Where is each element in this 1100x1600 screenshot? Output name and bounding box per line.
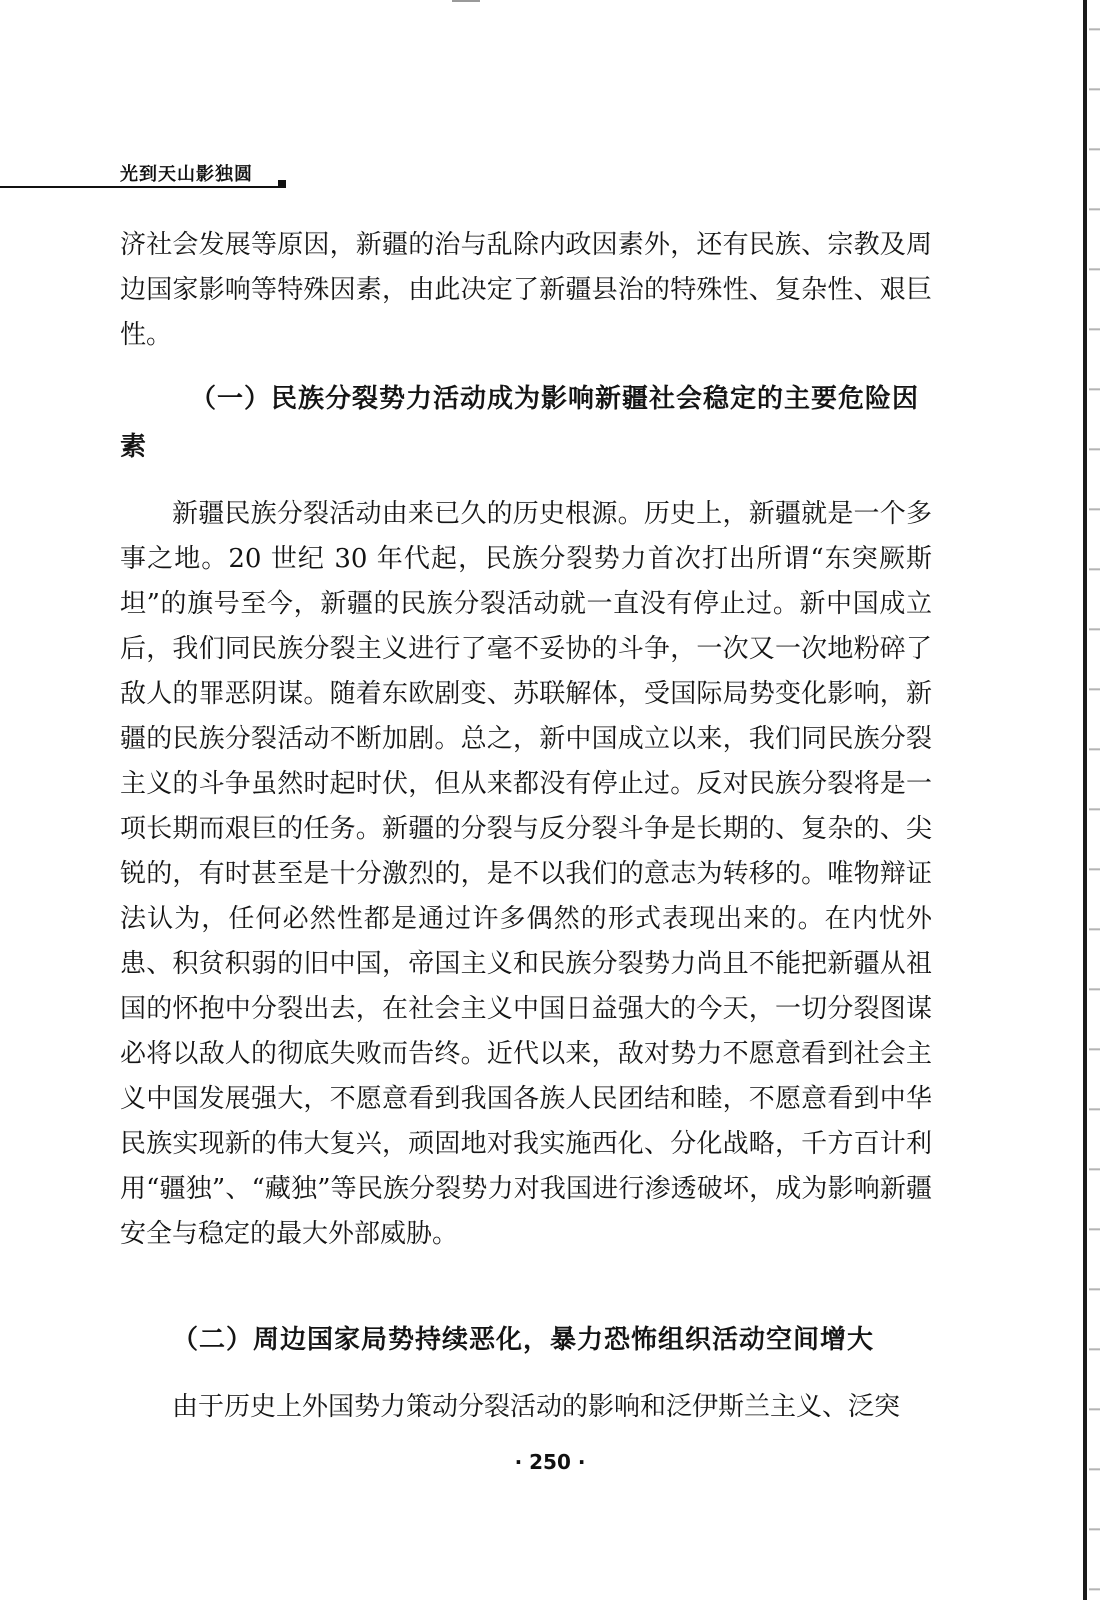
paragraph-last: 由于历史上外国势力策动分裂活动的影响和泛伊斯兰主义、泛突: [172, 1392, 901, 1422]
scan-mark: [452, 0, 480, 2]
section-heading-2: （二）周边国家局势持续恶化，暴力恐怖组织活动空间增大: [172, 1325, 875, 1355]
header-rule-square: [278, 180, 286, 188]
page-edge-shadow: [1083, 0, 1087, 1600]
header-rule: [0, 186, 282, 188]
page-edge-scan-noise: [1089, 0, 1100, 1600]
running-head-title: 光到天山影独圆: [120, 164, 253, 185]
paragraph-continuation: 济社会发展等原因，新疆的治与乱除内政因素外，还有民族、宗教及周边国家影响等特殊因素，由此决定了新疆县治的特殊性、复杂性、艰巨性。: [120, 230, 932, 350]
section-heading-1: （一）民族分裂势力活动成为影响新疆社会稳定的主要危险因素: [120, 384, 920, 462]
page-number: · 250 ·: [514, 1450, 586, 1474]
paragraph-main: 新疆民族分裂活动由来已久的历史根源。历史上，新疆就是一个多事之地。20 世纪 30 年代起，民族分裂势力首次打出所谓“东突厥斯坦”的旗号至今，新疆的民族分裂活动就一直没有停止过。新中国成立后，我们同民族分裂主义进行了毫不妥协的斗争，一次又一次地粉碎了敌人的罪恶阴谋。随着东欧剧变、苏联解体，受国际局势变化影响，新疆的民族分裂活动不断加剧。总之，新中国成立以来，我们同民族分裂主义的斗争虽然时起时伏，但从来都没有停止过。反对民族分裂将是一项长期而艰巨的任务。新疆的分裂与反分裂斗争是长期的、复杂的、尖锐的，有时甚至是十分激烈的，是不以我们的意志为转移的。唯物辩证法认为，任何必然性都是通过许多偶然的形式表现出来的。在内忧外患、积贫积弱的旧中国，帝国主义和民族分裂势力尚且不能把新疆从祖国的怀抱中分裂出去，在社会主义中国日益强大的今天，一切分裂图谋必将以敌人的彻底失败而告终。近代以来，敌对势力不愿意看到社会主义中国发展强大，不愿意看到我国各族人民团结和睦，不愿意看到中华民族实现新的伟大复兴，顽固地对我实施西化、分化战略，千方百计利用“疆独”、“藏独”等民族分裂势力对我国进行渗透破坏，成为影响新疆安全与稳定的最大外部威胁。: [120, 499, 932, 1249]
